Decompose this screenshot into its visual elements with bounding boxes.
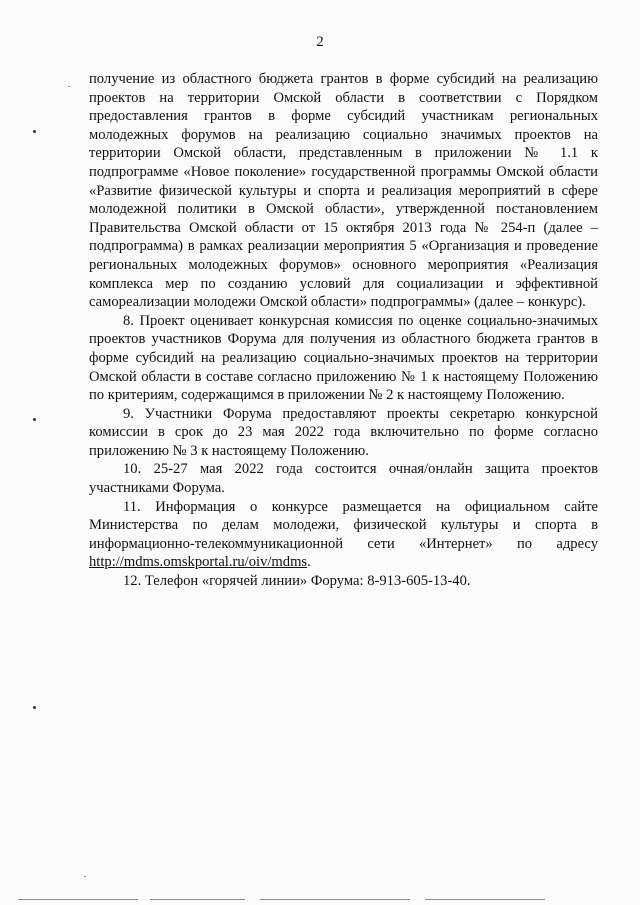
paragraph-11 xyxy=(89,498,598,572)
scan-dot-2 xyxy=(33,418,36,421)
paragraph-11-end: . xyxy=(307,554,311,571)
scan-edge-4 xyxy=(425,899,545,900)
paragraph-8: 8. Проект оценивает конкурсная комиссия по оценке социально-значимых проектов участников Форума для получения из областного бюджета грантов в форме субсидий на реализацию социально-значимых проектов на территории Омской области в составе согласно приложению № 1 к настоящему Положению по критериям, содержащимся в приложении № 2 к настоящему Положению. xyxy=(89,312,598,404)
scan-speck-2 xyxy=(84,876,86,877)
scan-dot-3 xyxy=(33,706,36,709)
page-number: 2 xyxy=(316,34,324,50)
paragraph-11-text: 11. Информация о конкурсе размещается на официальном сайте Министерства по делам молодежи, физической культуры и спорта в информационно-телекоммуникационной сети «Интернет» по адресу xyxy=(89,498,598,552)
paragraph-continuation: получение из областного бюджета грантов в форме субсидий на реализацию проектов на территории Омской области в соответствии с Порядком предоставления грантов в форме субсидий участникам региональных молодежных форумов на реализацию социально значимых проектов на территории Омской области, представленным в приложении № 1.1 к подпрограмме «Новое поколение» государственной программы Омской области «Развитие физической культуры и спорта и реализация мероприятий в сфере молодежной политики в Омской области», утвержденной постановлением Правительства Омской области от 15 октября 2013 года № 254-п (далее – подпрограмма) в рамках реализации мероприятия 5 «Организация и проведение региональных молодежных форумов» основного мероприятия «Реализация комплекса мер по созданию условий для социализации и эффективной самореализации молодежи Омской области» подпрограммы» (далее – конкурс). xyxy=(89,71,598,311)
scan-edge-3 xyxy=(260,899,410,900)
paragraph-9: 9. Участники Форума предоставляют проекты секретарю конкурсной комиссии в срок до 23 мая 2022 года включительно по форме согласно приложению № 3 к настоящему Положению. xyxy=(89,405,598,459)
scan-dot-1 xyxy=(33,130,36,133)
scan-edge-2 xyxy=(150,899,245,900)
website-link[interactable]: http://mdms.omskportal.ru/oiv/mdms xyxy=(89,554,308,571)
paragraph-10: 10. 25-27 мая 2022 года состоится очная/онлайн защита проектов участниками Форума. xyxy=(89,461,598,497)
paragraph-12: 12. Телефон «горячей линии» Форума: 8-913-605-13-40. xyxy=(123,573,471,590)
document-body xyxy=(89,70,598,591)
scan-speck-1 xyxy=(68,86,70,87)
scan-edge-1 xyxy=(18,899,138,900)
